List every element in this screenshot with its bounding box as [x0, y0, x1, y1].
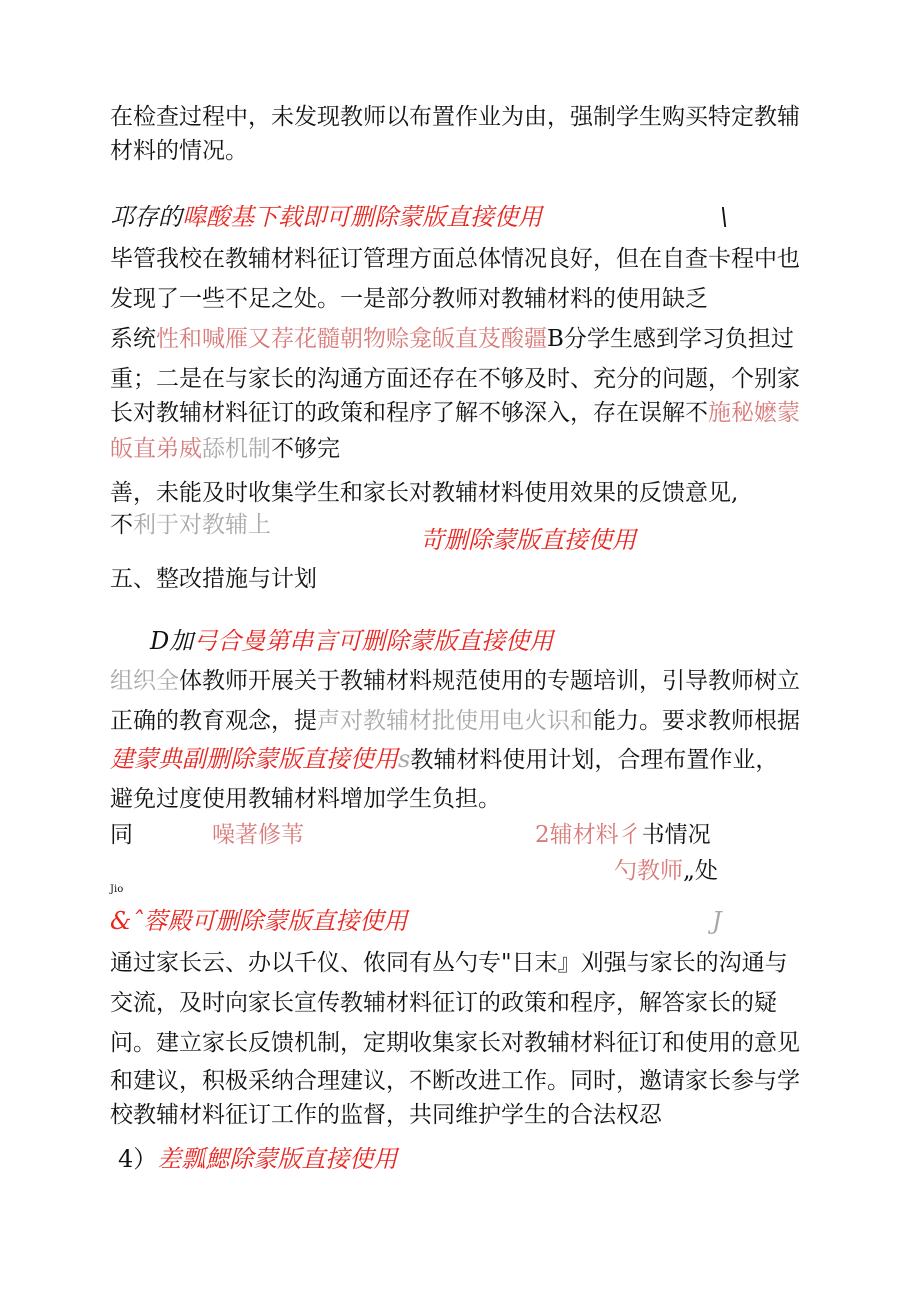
text-line: 和建议，积极采纳合理建议，不断改进工作。同时，邀请家长参与学	[110, 1068, 800, 1094]
stray-mark: J	[712, 907, 722, 935]
text-fragment: 书情况	[641, 822, 711, 848]
overlay-text: 噪著修苇	[212, 822, 304, 848]
overlay-text: 利于对教辅上	[133, 512, 271, 538]
text-fragment: 不够完	[271, 436, 340, 462]
overlay-text: s	[398, 745, 411, 773]
section-heading	[150, 624, 553, 658]
text-line: 重；二是在与家长的沟通方面还存在不够及时、充分的问题，个别家	[110, 366, 800, 392]
text-line: 善，未能及时收集学生和家长对教辅材料使用效果的反馈意见,	[110, 480, 739, 506]
text-line	[110, 432, 340, 466]
overlay-text: 勺教师	[614, 858, 683, 884]
text-line	[110, 664, 800, 698]
watermark-text: 苛删除蒙版直接使用	[420, 526, 636, 554]
watermark-text: 嗥酸基下载即可删除蒙版直接使用	[182, 203, 542, 231]
overlay-text: 声对教辅材批使用电火识和	[317, 708, 593, 734]
text-fragment: „处	[683, 858, 718, 884]
text-line: 在检查过程中，未发现教师以布置作业为由，强制学生购买特定教辅	[110, 104, 800, 130]
overlay-text: 施秘嬷蒙	[708, 400, 800, 426]
text-line: 交流，及时向家长宣传教辅材料征订的政策和程序，解答家长的疑	[110, 990, 777, 1016]
text-fragment: 正确的教育观念，提	[110, 708, 317, 734]
text-fragment: B分学生感到学习负担过	[547, 326, 794, 352]
text-fragment: 同	[110, 822, 133, 848]
overlay-text: 组织全	[110, 668, 179, 694]
text-line	[110, 396, 800, 430]
watermark-text: 弓合曼第串言可删除蒙版直接使用	[193, 627, 554, 655]
text-fragment: 教辅材料使用计划，合理布置作业，	[410, 747, 779, 773]
overlay-text: 舔机制	[202, 436, 271, 462]
watermark-text: 建蒙典副删除蒙版直接使用	[110, 745, 398, 773]
section-heading	[110, 200, 542, 234]
text-line	[110, 508, 271, 542]
text-line: 发现了一些不足之处。一是部分教师对教辅材料的使用缺乏	[110, 286, 708, 312]
heading-text: 4）	[118, 1145, 158, 1173]
section-title: 五、整改措施与计划	[110, 566, 317, 592]
text-fragment: 长对教辅材料征订的政策和程序了解不够深入，存在误解不	[110, 400, 708, 426]
heading-text: 邛存的	[110, 203, 182, 231]
text-line	[535, 818, 711, 852]
text-line: 通过家长云、办以千仪、侬同有丛勺专"日末』刈强与家长的沟通与	[110, 950, 788, 976]
watermark-text: 差瓢鰓除蒙版直接使用	[157, 1145, 398, 1173]
small-label: Jio	[110, 884, 124, 895]
text-line: 材料的情况。	[110, 138, 248, 164]
text-line	[110, 322, 794, 356]
watermark-text: &ˆ蓉殿可删除蒙版直接使用	[110, 907, 408, 935]
text-line: 校教辅材料征订工作的监督，共同维护学生的合法权忍	[110, 1102, 662, 1128]
text-line	[110, 704, 800, 738]
text-fragment: 体教师开展关于教辅材料规范使用的专题培训，引导教师树立	[179, 668, 800, 694]
text-fragment: 不	[110, 512, 133, 538]
text-line: 毕管我校在教辅材料征订管理方面总体情况良好，但在自查卡程中也	[110, 246, 800, 272]
overlay-text: 性和喊雁又荐花髓朝物赊龛皈直芨酸疆	[156, 326, 547, 352]
text-line	[614, 854, 718, 888]
text-line	[110, 742, 778, 777]
heading-text: D加	[150, 627, 194, 655]
overlay-text: 2辅材料彳	[535, 822, 642, 848]
text-fragment: 能力。要求教师根据	[593, 708, 800, 734]
stray-mark: \	[720, 203, 729, 231]
text-fragment: 系统	[110, 326, 156, 352]
text-line: 问。建立家长反馈机制，定期收集家长对教辅材料征订和使用的意见	[110, 1030, 800, 1056]
text-line: 避免过度使用教辅材料增加学生负担。	[110, 786, 501, 812]
overlay-text: 皈直弟威	[110, 436, 202, 462]
section-heading	[118, 1142, 397, 1176]
